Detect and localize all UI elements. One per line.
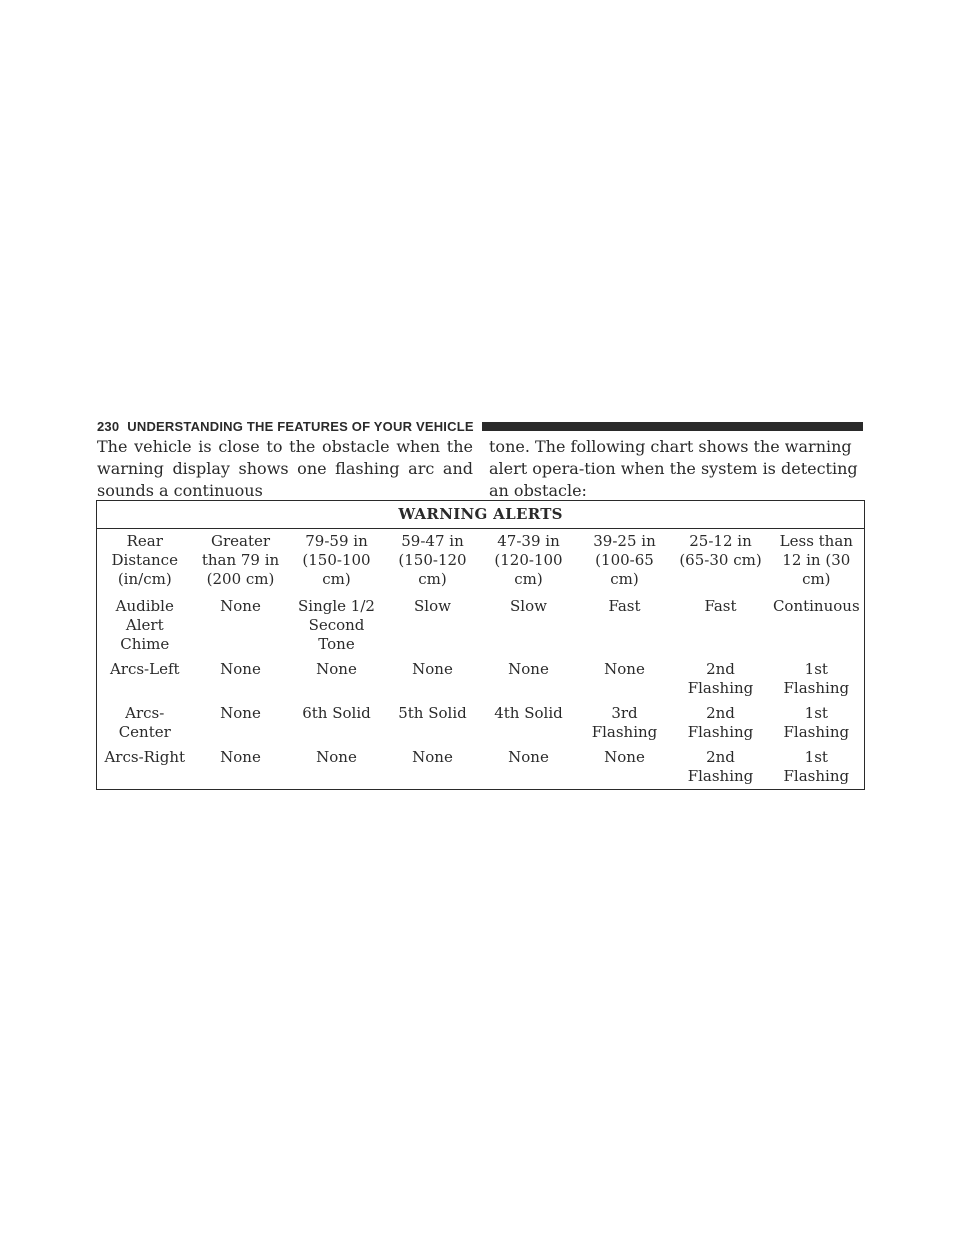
table-cell: Slow xyxy=(414,597,451,615)
table-cell: 1st Flashing xyxy=(769,701,865,745)
table-row xyxy=(97,701,865,745)
header-rule xyxy=(482,422,863,431)
intro-left-column: The vehicle is close to the obstacle when the warning display shows one flashing arc and sounds a continuous xyxy=(97,437,473,500)
table-cell: None xyxy=(604,660,645,678)
table-cell: 4th Solid xyxy=(494,704,563,722)
table-cell: 6th Solid xyxy=(302,704,371,722)
table-cell: Arcs-Left xyxy=(97,657,193,701)
page-number: 230 xyxy=(97,418,120,434)
table-title: WARNING ALERTS xyxy=(97,501,865,529)
table-cell: Rear Distance (in/cm) xyxy=(97,529,193,595)
table-cell: Arcs-Right xyxy=(97,745,193,790)
table-cell: 1st Flashing xyxy=(769,745,865,790)
table-cell: Arcs-Center xyxy=(97,701,193,745)
table-cell: None xyxy=(220,660,261,678)
table-cell: None xyxy=(412,660,453,678)
table-cell: Slow xyxy=(510,597,547,615)
table-cell: 2nd Flashing xyxy=(687,704,754,741)
table-cell: Fast xyxy=(704,597,737,615)
table-cell: None xyxy=(481,745,577,790)
table-cell: Fast xyxy=(608,597,641,615)
intro-paragraph xyxy=(97,436,863,502)
running-header xyxy=(97,418,863,434)
table-cell: None xyxy=(193,745,289,790)
table-cell: None xyxy=(220,597,261,615)
table-row xyxy=(97,745,865,790)
intro-right-column: tone. The following chart shows the warning alert opera-tion when the system is detecting an obstacle: xyxy=(489,437,858,500)
section-title: UNDERSTANDING THE FEATURES OF YOUR VEHICLE xyxy=(127,418,474,434)
table-cell: 39-25 in (100-65 cm) xyxy=(593,532,656,588)
table-cell: Audible Alert Chime xyxy=(97,594,193,657)
table-cell: 47-39 in (120-100 cm) xyxy=(494,532,563,588)
table-cell: 59-47 in (150-120 cm) xyxy=(398,532,467,588)
table-cell: None xyxy=(289,745,385,790)
table-cell: 3rd Flashing xyxy=(591,704,658,741)
table-cell: Greater than 79 in (200 cm) xyxy=(201,532,280,588)
table-cell: Single 1/2 Second Tone xyxy=(298,597,375,653)
table-row xyxy=(97,529,865,595)
table-cell: None xyxy=(220,704,261,722)
table-cell: 2nd Flashing xyxy=(673,745,769,790)
table-cell: Continuous xyxy=(769,594,865,657)
warning-alerts-table xyxy=(96,500,865,790)
table-cell: 79-59 in (150-100 cm) xyxy=(302,532,371,588)
table-row xyxy=(97,594,865,657)
table-cell: 2nd Flashing xyxy=(687,660,754,697)
table-cell: None xyxy=(385,745,481,790)
table-cell: Less than 12 in (30 cm) xyxy=(769,529,865,595)
table-cell: None xyxy=(577,745,673,790)
table-cell: 1st Flashing xyxy=(769,657,865,701)
table-row xyxy=(97,657,865,701)
table-body xyxy=(97,529,865,790)
table-cell: None xyxy=(316,660,357,678)
table-cell: None xyxy=(508,660,549,678)
table-cell: 5th Solid xyxy=(398,704,467,722)
table-cell: 25-12 in (65-30 cm) xyxy=(679,532,762,569)
